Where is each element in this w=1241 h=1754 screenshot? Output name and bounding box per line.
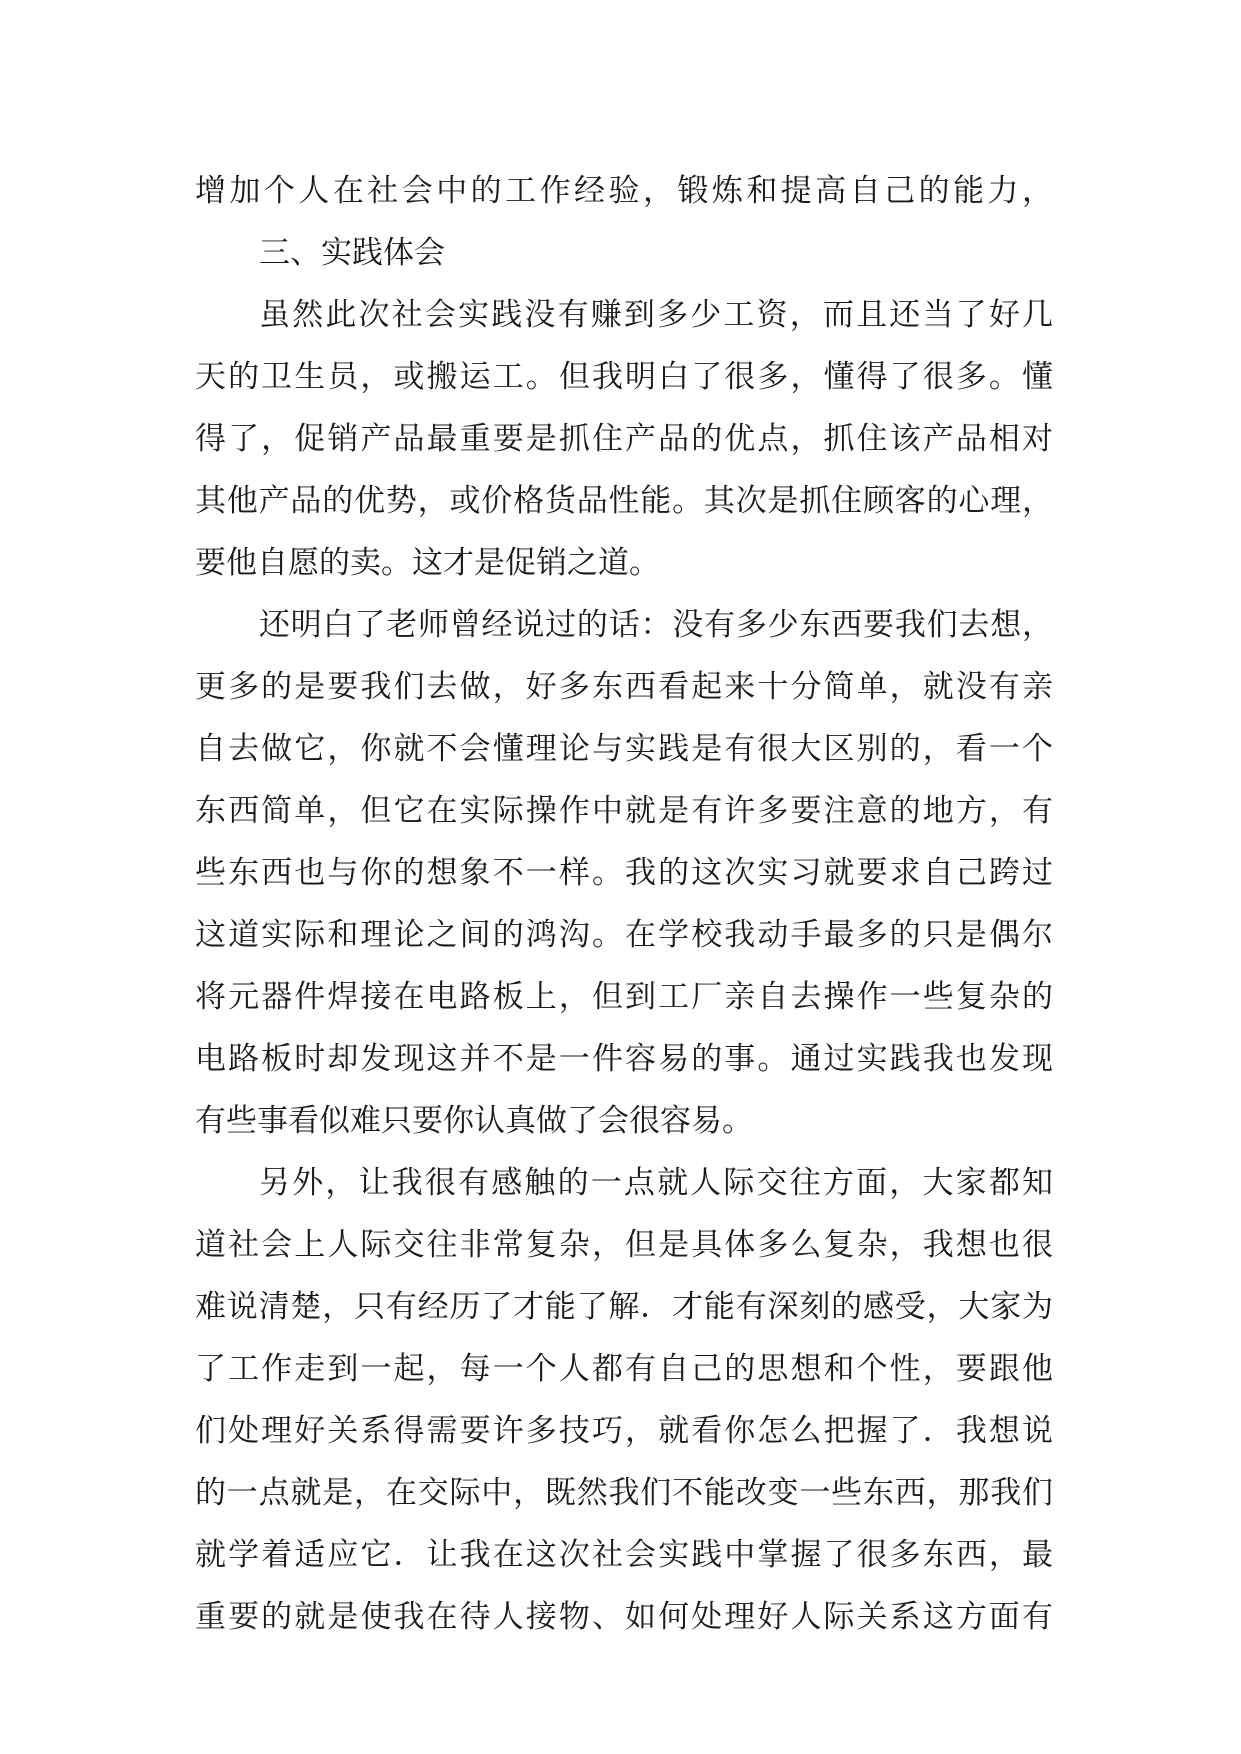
paragraph-line: 要他自愿的卖。这才是促销之道。 bbox=[195, 545, 660, 581]
paragraph-line: 更多的是要我们去做，好多东西看起来十分简单，就没有亲 bbox=[195, 669, 1053, 705]
paragraph-line: 有些事看似难只要你认真做了会很容易。 bbox=[195, 1103, 753, 1139]
paragraph-line: 自去做它，你就不会懂理论与实践是有很大区别的，看一个 bbox=[195, 731, 1053, 767]
paragraph-line: 难说清楚，只有经历了才能了解．才能有深刻的感受，大家为 bbox=[195, 1289, 1053, 1325]
paragraph-line: 重要的就是使我在待人接物、如何处理好人际关系这方面有 bbox=[195, 1599, 1053, 1635]
paragraph-line: 这道实际和理论之间的鸿沟。在学校我动手最多的只是偶尔 bbox=[195, 917, 1053, 953]
paragraph-line: 电路板时却发现这并不是一件容易的事。通过实践我也发现 bbox=[195, 1041, 1053, 1077]
paragraph-line: 还明白了老师曾经说过的话：没有多少东西要我们去想， bbox=[259, 607, 1053, 643]
paragraph-line: 的一点就是，在交际中，既然我们不能改变一些东西，那我们 bbox=[195, 1475, 1053, 1511]
paragraph-line: 增加个人在社会中的工作经验，锻炼和提高自己的能力， bbox=[195, 173, 1053, 209]
paragraph-line: 些东西也与你的想象不一样。我的这次实习就要求自己跨过 bbox=[195, 855, 1053, 891]
paragraph-line: 道社会上人际交往非常复杂，但是具体多么复杂，我想也很 bbox=[195, 1227, 1053, 1263]
paragraph-line: 另外，让我很有感触的一点就人际交往方面，大家都知 bbox=[259, 1165, 1053, 1201]
paragraph-line: 得了，促销产品最重要是抓住产品的优点，抓住该产品相对 bbox=[195, 421, 1053, 457]
paragraph-line: 们处理好关系得需要许多技巧，就看你怎么把握了．我想说 bbox=[195, 1413, 1053, 1449]
document-body bbox=[195, 160, 1053, 1648]
paragraph-line: 虽然此次社会实践没有赚到多少工资，而且还当了好几 bbox=[259, 297, 1053, 333]
paragraph-line: 东西简单，但它在实际操作中就是有许多要注意的地方，有 bbox=[195, 793, 1053, 829]
section-heading: 三、实践体会 bbox=[259, 235, 445, 271]
paragraph-line: 将元器件焊接在电路板上，但到工厂亲自去操作一些复杂的 bbox=[195, 979, 1053, 1015]
paragraph-line: 就学着适应它．让我在这次社会实践中掌握了很多东西，最 bbox=[195, 1537, 1053, 1573]
paragraph-line: 其他产品的优势，或价格货品性能。其次是抓住顾客的心理， bbox=[195, 483, 1053, 519]
paragraph-line: 了工作走到一起，每一个人都有自己的思想和个性，要跟他 bbox=[195, 1351, 1053, 1387]
paragraph-line: 天的卫生员，或搬运工。但我明白了很多，懂得了很多。懂 bbox=[195, 359, 1053, 395]
